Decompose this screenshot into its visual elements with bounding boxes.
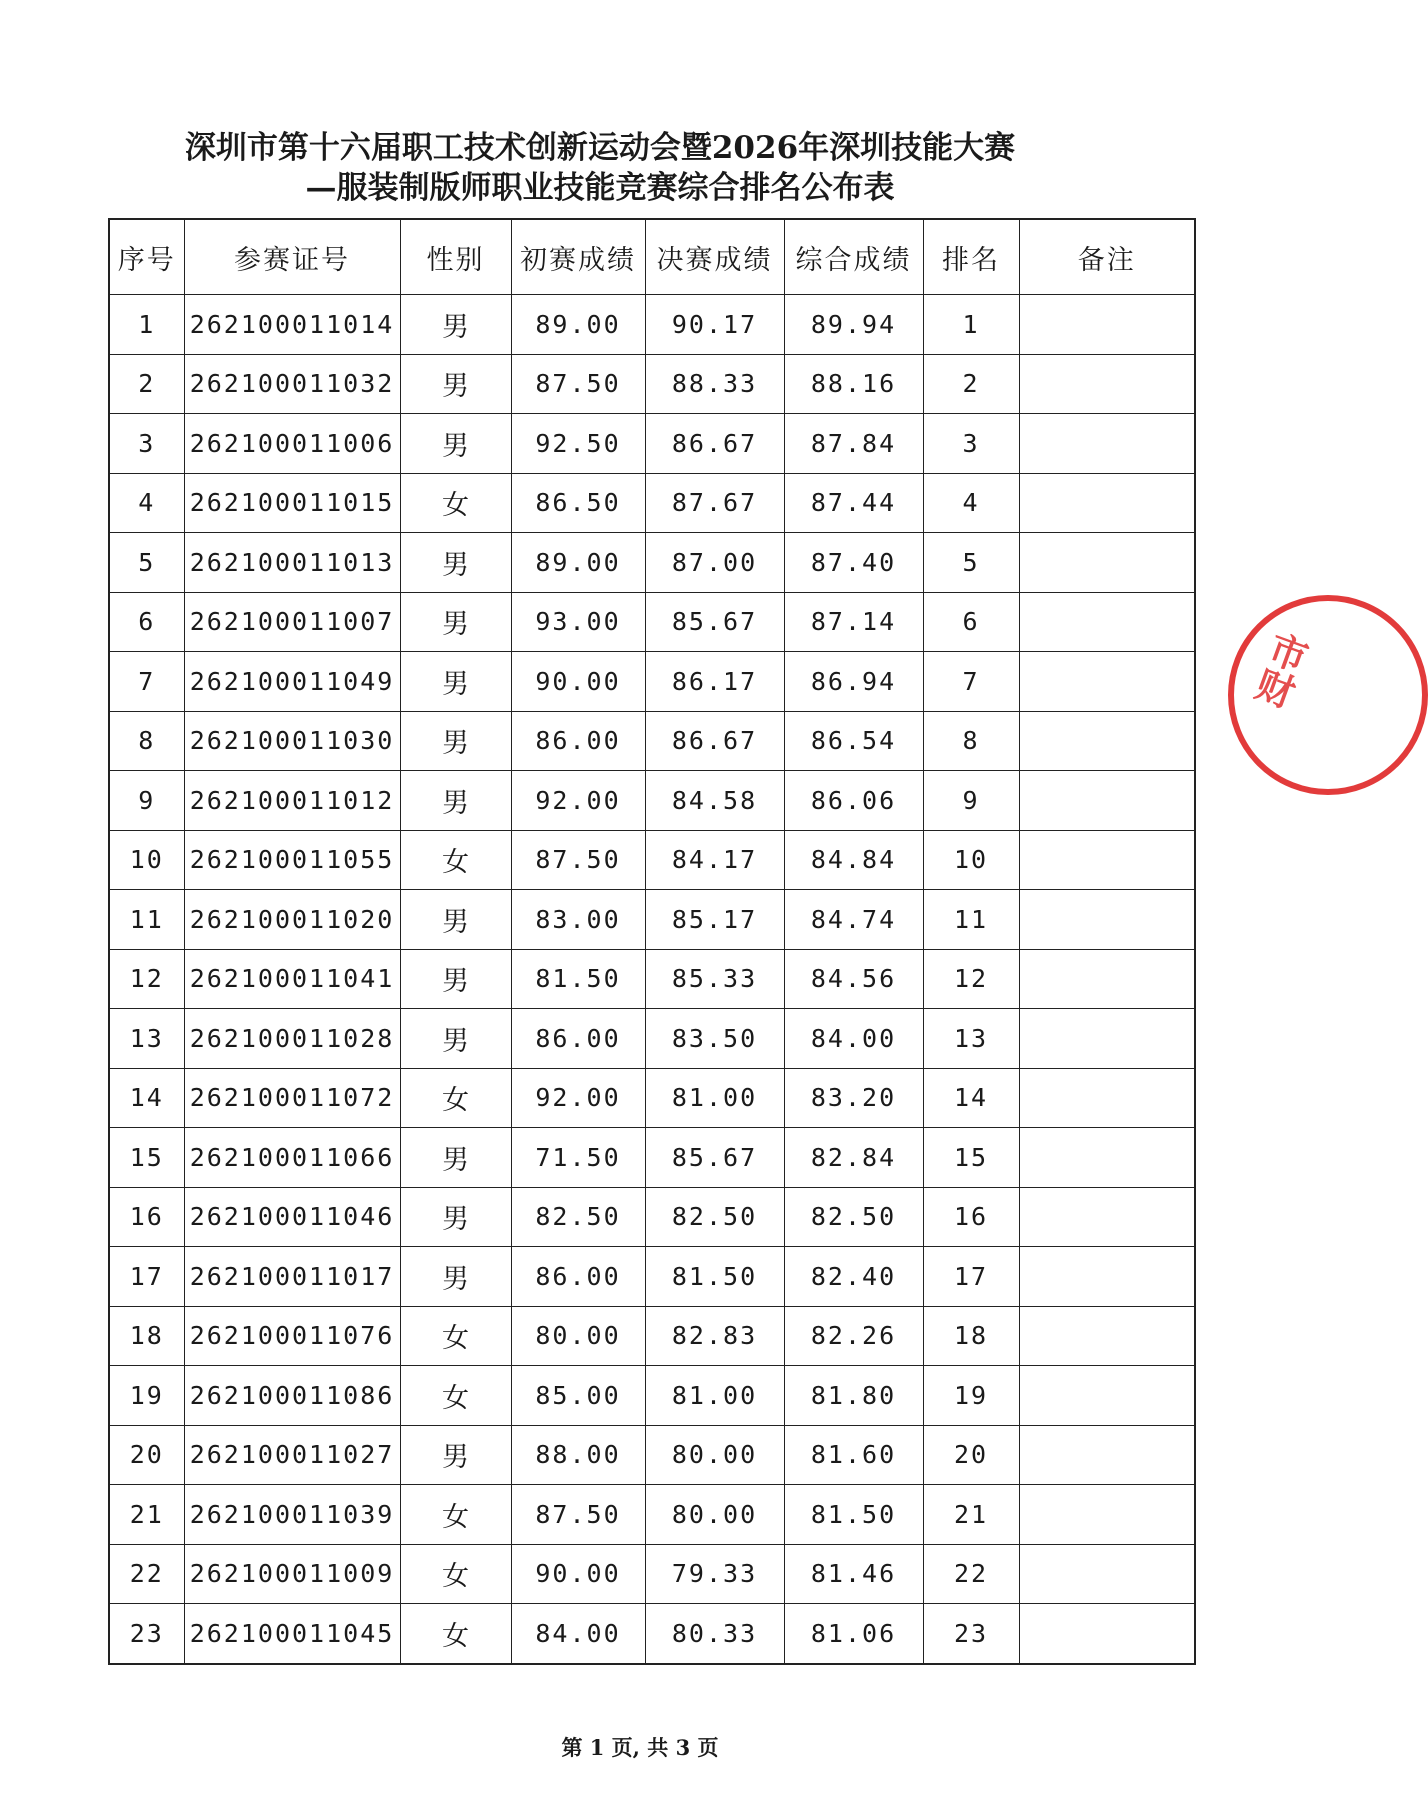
cell-index: 10 bbox=[109, 830, 184, 890]
table-row bbox=[109, 830, 1195, 890]
cell-rank: 9 bbox=[923, 771, 1019, 831]
cell-total-score: 84.56 bbox=[784, 949, 923, 1009]
cell-index: 4 bbox=[109, 473, 184, 533]
cell-rank: 5 bbox=[923, 533, 1019, 593]
cell-remarks bbox=[1019, 295, 1195, 355]
cell-final-score: 85.67 bbox=[645, 592, 784, 652]
cell-index: 17 bbox=[109, 1247, 184, 1307]
cell-total-score: 82.50 bbox=[784, 1187, 923, 1247]
cell-total-score: 81.46 bbox=[784, 1544, 923, 1604]
cell-gender: 男 bbox=[400, 414, 511, 474]
cell-rank: 11 bbox=[923, 890, 1019, 950]
cell-prelim-score: 90.00 bbox=[511, 652, 645, 712]
table-header-row bbox=[109, 219, 1195, 295]
table-row bbox=[109, 1485, 1195, 1545]
cell-index: 16 bbox=[109, 1187, 184, 1247]
cell-cert-no: 262100011020 bbox=[184, 890, 400, 950]
cell-prelim-score: 87.50 bbox=[511, 354, 645, 414]
cell-index: 11 bbox=[109, 890, 184, 950]
cell-cert-no: 262100011046 bbox=[184, 1187, 400, 1247]
cell-total-score: 86.94 bbox=[784, 652, 923, 712]
cell-cert-no: 262100011027 bbox=[184, 1425, 400, 1485]
cell-final-score: 86.67 bbox=[645, 414, 784, 474]
cell-rank: 1 bbox=[923, 295, 1019, 355]
cell-cert-no: 262100011013 bbox=[184, 533, 400, 593]
header-remarks: 备注 bbox=[1019, 219, 1195, 295]
cell-cert-no: 262100011007 bbox=[184, 592, 400, 652]
cell-prelim-score: 85.00 bbox=[511, 1366, 645, 1426]
cell-remarks bbox=[1019, 354, 1195, 414]
table-row bbox=[109, 295, 1195, 355]
header-total-score: 综合成绩 bbox=[784, 219, 923, 295]
cell-rank: 3 bbox=[923, 414, 1019, 474]
cell-index: 12 bbox=[109, 949, 184, 1009]
cell-remarks bbox=[1019, 830, 1195, 890]
cell-total-score: 87.44 bbox=[784, 473, 923, 533]
cell-cert-no: 262100011032 bbox=[184, 354, 400, 414]
cell-rank: 2 bbox=[923, 354, 1019, 414]
cell-remarks bbox=[1019, 473, 1195, 533]
cell-cert-no: 262100011076 bbox=[184, 1306, 400, 1366]
cell-prelim-score: 89.00 bbox=[511, 533, 645, 593]
cell-prelim-score: 71.50 bbox=[511, 1128, 645, 1188]
table-row bbox=[109, 1187, 1195, 1247]
cell-gender: 男 bbox=[400, 295, 511, 355]
cell-gender: 女 bbox=[400, 1068, 511, 1128]
cell-cert-no: 262100011055 bbox=[184, 830, 400, 890]
cell-final-score: 85.33 bbox=[645, 949, 784, 1009]
table-row bbox=[109, 1247, 1195, 1307]
cell-cert-no: 262100011006 bbox=[184, 414, 400, 474]
table-row bbox=[109, 1068, 1195, 1128]
cell-remarks bbox=[1019, 1187, 1195, 1247]
cell-total-score: 84.74 bbox=[784, 890, 923, 950]
cell-remarks bbox=[1019, 890, 1195, 950]
cell-gender: 男 bbox=[400, 1187, 511, 1247]
cell-prelim-score: 90.00 bbox=[511, 1544, 645, 1604]
cell-gender: 男 bbox=[400, 1128, 511, 1188]
cell-prelim-score: 82.50 bbox=[511, 1187, 645, 1247]
cell-final-score: 82.50 bbox=[645, 1187, 784, 1247]
document-subtitle: —服装制版师职业技能竞赛综合排名公布表 bbox=[305, 170, 895, 206]
cell-total-score: 84.00 bbox=[784, 1009, 923, 1069]
cell-gender: 男 bbox=[400, 890, 511, 950]
cell-gender: 女 bbox=[400, 1604, 511, 1664]
cell-rank: 17 bbox=[923, 1247, 1019, 1307]
cell-prelim-score: 80.00 bbox=[511, 1306, 645, 1366]
cell-remarks bbox=[1019, 1366, 1195, 1426]
official-seal bbox=[1228, 595, 1428, 795]
cell-remarks bbox=[1019, 1068, 1195, 1128]
cell-cert-no: 262100011014 bbox=[184, 295, 400, 355]
cell-total-score: 87.14 bbox=[784, 592, 923, 652]
cell-gender: 女 bbox=[400, 473, 511, 533]
table-row bbox=[109, 473, 1195, 533]
cell-prelim-score: 84.00 bbox=[511, 1604, 645, 1664]
table-row bbox=[109, 1604, 1195, 1664]
cell-gender: 男 bbox=[400, 354, 511, 414]
cell-index: 6 bbox=[109, 592, 184, 652]
table-row bbox=[109, 1306, 1195, 1366]
cell-total-score: 82.84 bbox=[784, 1128, 923, 1188]
cell-gender: 女 bbox=[400, 1485, 511, 1545]
cell-gender: 女 bbox=[400, 1366, 511, 1426]
cell-remarks bbox=[1019, 1425, 1195, 1485]
cell-gender: 男 bbox=[400, 1425, 511, 1485]
header-cert-no: 参赛证号 bbox=[184, 219, 400, 295]
cell-gender: 男 bbox=[400, 1009, 511, 1069]
table-row bbox=[109, 414, 1195, 474]
cell-final-score: 84.58 bbox=[645, 771, 784, 831]
cell-total-score: 86.06 bbox=[784, 771, 923, 831]
document-title: 深圳市第十六届职工技术创新运动会暨2026年深圳技能大赛 bbox=[184, 130, 1016, 166]
cell-index: 23 bbox=[109, 1604, 184, 1664]
cell-prelim-score: 81.50 bbox=[511, 949, 645, 1009]
table-body bbox=[109, 295, 1195, 1664]
cell-total-score: 81.60 bbox=[784, 1425, 923, 1485]
cell-index: 9 bbox=[109, 771, 184, 831]
cell-total-score: 87.84 bbox=[784, 414, 923, 474]
cell-remarks bbox=[1019, 1485, 1195, 1545]
cell-index: 3 bbox=[109, 414, 184, 474]
cell-final-score: 82.83 bbox=[645, 1306, 784, 1366]
cell-gender: 女 bbox=[400, 1544, 511, 1604]
cell-rank: 14 bbox=[923, 1068, 1019, 1128]
cell-remarks bbox=[1019, 652, 1195, 712]
table-row bbox=[109, 354, 1195, 414]
cell-gender: 男 bbox=[400, 949, 511, 1009]
cell-gender: 男 bbox=[400, 533, 511, 593]
cell-prelim-score: 86.00 bbox=[511, 1009, 645, 1069]
cell-index: 20 bbox=[109, 1425, 184, 1485]
cell-remarks bbox=[1019, 533, 1195, 593]
cell-total-score: 81.50 bbox=[784, 1485, 923, 1545]
cell-cert-no: 262100011017 bbox=[184, 1247, 400, 1307]
cell-final-score: 87.67 bbox=[645, 473, 784, 533]
cell-index: 13 bbox=[109, 1009, 184, 1069]
cell-index: 1 bbox=[109, 295, 184, 355]
cell-index: 15 bbox=[109, 1128, 184, 1188]
cell-prelim-score: 92.50 bbox=[511, 414, 645, 474]
cell-rank: 4 bbox=[923, 473, 1019, 533]
cell-final-score: 81.50 bbox=[645, 1247, 784, 1307]
cell-cert-no: 262100011009 bbox=[184, 1544, 400, 1604]
cell-rank: 13 bbox=[923, 1009, 1019, 1069]
cell-rank: 6 bbox=[923, 592, 1019, 652]
cell-remarks bbox=[1019, 1247, 1195, 1307]
cell-rank: 16 bbox=[923, 1187, 1019, 1247]
cell-final-score: 79.33 bbox=[645, 1544, 784, 1604]
cell-cert-no: 262100011030 bbox=[184, 711, 400, 771]
cell-cert-no: 262100011041 bbox=[184, 949, 400, 1009]
cell-final-score: 80.00 bbox=[645, 1425, 784, 1485]
cell-rank: 19 bbox=[923, 1366, 1019, 1426]
cell-rank: 18 bbox=[923, 1306, 1019, 1366]
cell-gender: 女 bbox=[400, 1306, 511, 1366]
cell-total-score: 89.94 bbox=[784, 295, 923, 355]
cell-prelim-score: 93.00 bbox=[511, 592, 645, 652]
table-row bbox=[109, 1425, 1195, 1485]
cell-total-score: 81.80 bbox=[784, 1366, 923, 1426]
cell-cert-no: 262100011086 bbox=[184, 1366, 400, 1426]
cell-rank: 22 bbox=[923, 1544, 1019, 1604]
cell-total-score: 87.40 bbox=[784, 533, 923, 593]
cell-total-score: 88.16 bbox=[784, 354, 923, 414]
cell-final-score: 85.67 bbox=[645, 1128, 784, 1188]
cell-total-score: 81.06 bbox=[784, 1604, 923, 1664]
table-row bbox=[109, 1544, 1195, 1604]
cell-total-score: 86.54 bbox=[784, 711, 923, 771]
cell-prelim-score: 83.00 bbox=[511, 890, 645, 950]
header-final-score: 决赛成绩 bbox=[645, 219, 784, 295]
cell-gender: 男 bbox=[400, 711, 511, 771]
cell-total-score: 82.40 bbox=[784, 1247, 923, 1307]
cell-prelim-score: 87.50 bbox=[511, 830, 645, 890]
table-row bbox=[109, 890, 1195, 950]
cell-rank: 12 bbox=[923, 949, 1019, 1009]
cell-remarks bbox=[1019, 1306, 1195, 1366]
table-row bbox=[109, 711, 1195, 771]
table-row bbox=[109, 592, 1195, 652]
table-row bbox=[109, 1366, 1195, 1426]
cell-index: 22 bbox=[109, 1544, 184, 1604]
cell-rank: 15 bbox=[923, 1128, 1019, 1188]
table-row bbox=[109, 533, 1195, 593]
cell-cert-no: 262100011028 bbox=[184, 1009, 400, 1069]
cell-remarks bbox=[1019, 771, 1195, 831]
cell-gender: 男 bbox=[400, 1247, 511, 1307]
cell-remarks bbox=[1019, 1009, 1195, 1069]
cell-remarks bbox=[1019, 1544, 1195, 1604]
cell-total-score: 84.84 bbox=[784, 830, 923, 890]
cell-final-score: 85.17 bbox=[645, 890, 784, 950]
cell-prelim-score: 86.50 bbox=[511, 473, 645, 533]
cell-cert-no: 262100011012 bbox=[184, 771, 400, 831]
cell-cert-no: 262100011045 bbox=[184, 1604, 400, 1664]
cell-final-score: 80.33 bbox=[645, 1604, 784, 1664]
header-rank: 排名 bbox=[923, 219, 1019, 295]
cell-prelim-score: 87.50 bbox=[511, 1485, 645, 1545]
cell-index: 2 bbox=[109, 354, 184, 414]
seal-lettering: 市财 bbox=[1245, 625, 1314, 713]
cell-index: 5 bbox=[109, 533, 184, 593]
cell-rank: 21 bbox=[923, 1485, 1019, 1545]
cell-final-score: 90.17 bbox=[645, 295, 784, 355]
cell-prelim-score: 86.00 bbox=[511, 711, 645, 771]
table-row bbox=[109, 1009, 1195, 1069]
cell-final-score: 81.00 bbox=[645, 1068, 784, 1128]
cell-final-score: 80.00 bbox=[645, 1485, 784, 1545]
cell-final-score: 81.00 bbox=[645, 1366, 784, 1426]
cell-remarks bbox=[1019, 1128, 1195, 1188]
cell-total-score: 83.20 bbox=[784, 1068, 923, 1128]
cell-remarks bbox=[1019, 414, 1195, 474]
cell-final-score: 83.50 bbox=[645, 1009, 784, 1069]
cell-prelim-score: 86.00 bbox=[511, 1247, 645, 1307]
cell-final-score: 87.00 bbox=[645, 533, 784, 593]
cell-final-score: 84.17 bbox=[645, 830, 784, 890]
cell-prelim-score: 92.00 bbox=[511, 771, 645, 831]
cell-final-score: 88.33 bbox=[645, 354, 784, 414]
cell-final-score: 86.67 bbox=[645, 711, 784, 771]
table-row bbox=[109, 771, 1195, 831]
cell-gender: 男 bbox=[400, 592, 511, 652]
cell-index: 18 bbox=[109, 1306, 184, 1366]
page-footer: 第 1 页, 共 3 页 bbox=[561, 1735, 719, 1760]
cell-cert-no: 262100011072 bbox=[184, 1068, 400, 1128]
cell-cert-no: 262100011039 bbox=[184, 1485, 400, 1545]
header-gender: 性别 bbox=[400, 219, 511, 295]
cell-total-score: 82.26 bbox=[784, 1306, 923, 1366]
table-row bbox=[109, 949, 1195, 1009]
cell-gender: 男 bbox=[400, 652, 511, 712]
cell-index: 19 bbox=[109, 1366, 184, 1426]
cell-gender: 男 bbox=[400, 771, 511, 831]
cell-rank: 23 bbox=[923, 1604, 1019, 1664]
header-index: 序号 bbox=[109, 219, 184, 295]
cell-index: 8 bbox=[109, 711, 184, 771]
header-prelim-score: 初赛成绩 bbox=[511, 219, 645, 295]
cell-prelim-score: 89.00 bbox=[511, 295, 645, 355]
cell-index: 21 bbox=[109, 1485, 184, 1545]
cell-remarks bbox=[1019, 1604, 1195, 1664]
cell-rank: 8 bbox=[923, 711, 1019, 771]
cell-index: 7 bbox=[109, 652, 184, 712]
cell-index: 14 bbox=[109, 1068, 184, 1128]
cell-final-score: 86.17 bbox=[645, 652, 784, 712]
cell-cert-no: 262100011066 bbox=[184, 1128, 400, 1188]
cell-prelim-score: 92.00 bbox=[511, 1068, 645, 1128]
table-row bbox=[109, 1128, 1195, 1188]
ranking-table bbox=[108, 218, 1196, 1665]
table-row bbox=[109, 652, 1195, 712]
cell-gender: 女 bbox=[400, 830, 511, 890]
cell-remarks bbox=[1019, 949, 1195, 1009]
cell-remarks bbox=[1019, 711, 1195, 771]
cell-cert-no: 262100011015 bbox=[184, 473, 400, 533]
cell-cert-no: 262100011049 bbox=[184, 652, 400, 712]
cell-remarks bbox=[1019, 592, 1195, 652]
cell-rank: 10 bbox=[923, 830, 1019, 890]
cell-rank: 7 bbox=[923, 652, 1019, 712]
cell-prelim-score: 88.00 bbox=[511, 1425, 645, 1485]
cell-rank: 20 bbox=[923, 1425, 1019, 1485]
